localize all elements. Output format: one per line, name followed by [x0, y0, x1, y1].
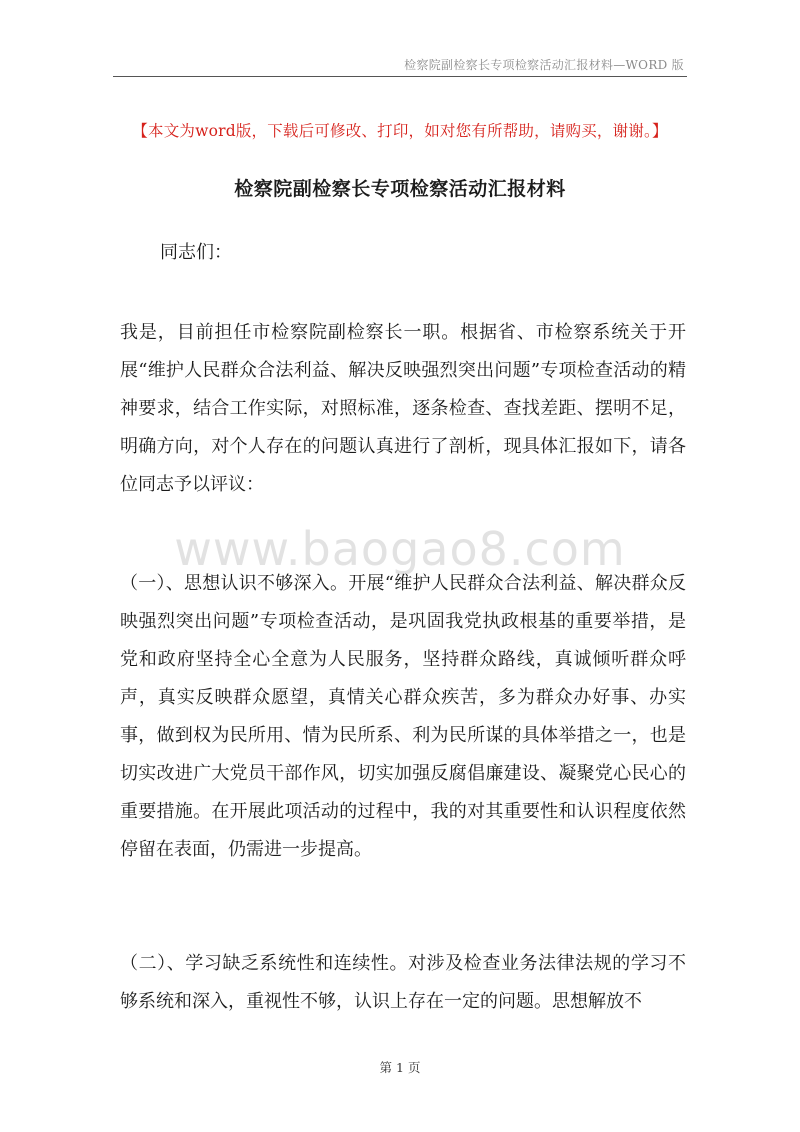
- watermark: www.baogao8.com: [174, 522, 626, 576]
- paragraph-section-1: （一）、思想认识不够深入。开展“维护人民群众合法利益、解决群众反映强烈突出问题”专项检查活动，是巩固我党执政根基的重要举措，是党和政府坚持全心全意为人民服务，坚持群众路线，真诚倾听群众呼声，真实反映群众愿望，真情关心群众疾苦，多为群众办好事、办实事，做到权为民所用、情为民所系、利为民所谋的具体举措之一，也是切实改进广大党员干部作风，切实加强反腐倡廉建设、凝聚党心民心的重要措施。在开展此项活动的过程中，我的对其重要性和认识程度依然停留在表面，仍需进一步提高。: [120, 573, 686, 860]
- document-title: 检察院副检察长专项检察活动汇报材料: [234, 178, 566, 200]
- paragraph-section-2: （二）、学习缺乏系统性和连续性。对涉及检查业务法律法规的学习不够系统和深入，重视性不够，认识上存在一定的问题。思想解放不: [120, 953, 686, 1012]
- purchase-notice: 【本文为word版，下载后可修改、打印，如对您有所帮助，请购买，谢谢。】: [132, 122, 668, 140]
- running-header: 检察院副检察长专项检察活动汇报材料—WORD 版: [404, 58, 684, 72]
- salutation: 同志们：: [160, 242, 232, 263]
- header-divider: [113, 76, 687, 77]
- page-number: 第 1 页: [379, 1060, 421, 1075]
- paragraph-intro: 我是，目前担任市检察院副检察长一职。根据省、市检察系统关于开展“维护人民群众合法利益、解决反映强烈突出问题”专项检查活动的精神要求，结合工作实际，对照标准，逐条检查、查找差距、摆明不足，明确方向，对个人存在的问题认真进行了剖析，现具体汇报如下，请各位同志予以评议：: [120, 322, 686, 495]
